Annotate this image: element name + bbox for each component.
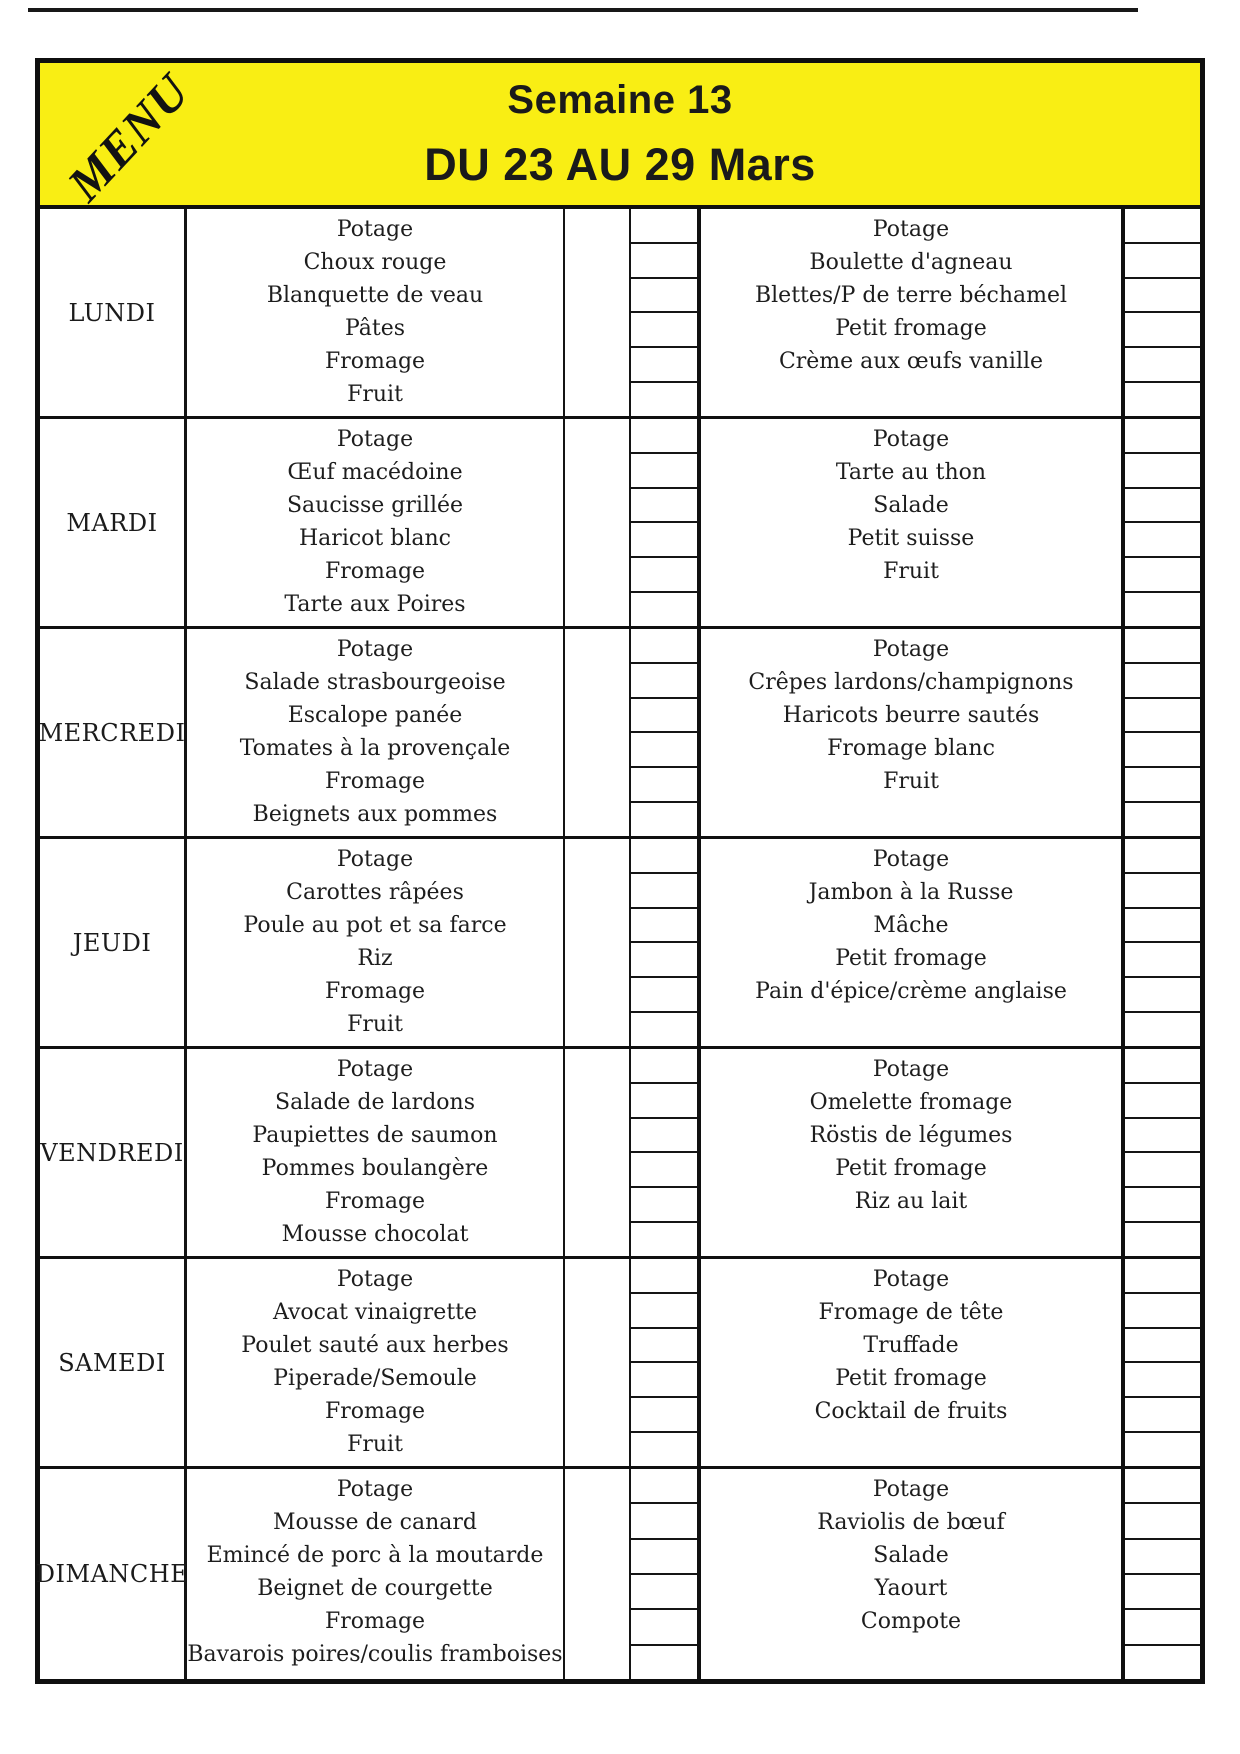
menu-item: Fromage [324, 1399, 426, 1424]
dinner-tick-column [1125, 1049, 1200, 1256]
menu-item: Mousse de canard [273, 1510, 477, 1535]
tick-cell [1125, 874, 1200, 909]
menu-item: Fromage [324, 1609, 426, 1634]
dinner-menu-cell [701, 629, 1125, 836]
menu-item: Pain d'épice/crème anglaise [755, 979, 1067, 1004]
dinner-tick-column [1125, 1469, 1200, 1679]
tick-cell [1125, 1259, 1200, 1294]
tick-cell [631, 768, 697, 803]
tick-cell [631, 313, 697, 348]
menu-item: Pommes boulangère [261, 1156, 489, 1181]
menu-item: Petit fromage [835, 1366, 987, 1391]
spacer-column [565, 1469, 631, 1679]
tick-cell [631, 1084, 697, 1119]
tick-cell [631, 593, 697, 626]
tick-cell [1125, 1294, 1200, 1329]
menu-item: Petit suisse [847, 526, 975, 551]
tick-cell [1125, 978, 1200, 1013]
menu-item: Fromage [324, 1189, 426, 1214]
tick-cell [631, 489, 697, 524]
tick-cell [631, 1575, 697, 1610]
day-name-cell [40, 1259, 187, 1466]
menu-item: Escalope panée [287, 703, 463, 728]
tick-cell [1125, 943, 1200, 978]
menu-item: Röstis de légumes [809, 1123, 1013, 1148]
day-row [40, 419, 1200, 629]
menu-item: Salade [873, 493, 949, 518]
tick-cell [1125, 1084, 1200, 1119]
menu-item: Fruit [347, 382, 403, 407]
tick-cell [1125, 1329, 1200, 1364]
menu-item: Beignet de courgette [257, 1576, 493, 1601]
tick-cell [631, 209, 697, 244]
tick-cell [631, 244, 697, 279]
menu-item: Potage [336, 847, 414, 872]
day-label: JEUDI [72, 928, 152, 957]
tick-cell [1125, 1575, 1200, 1610]
spacer-column [565, 1259, 631, 1466]
day-label: VENDREDI [40, 1138, 184, 1167]
menu-item: Blanquette de veau [266, 283, 484, 308]
dinner-menu-cell [701, 839, 1125, 1046]
day-row [40, 209, 1200, 419]
menu-item: Omelette fromage [809, 1090, 1013, 1115]
menu-item: Carottes râpées [286, 880, 464, 905]
tick-cell [631, 1153, 697, 1188]
menu-item: Paupiettes de saumon [252, 1123, 498, 1148]
menu-header [40, 63, 1200, 209]
tick-cell [1125, 279, 1200, 314]
menu-item: Potage [872, 1477, 950, 1502]
tick-cell [1125, 1504, 1200, 1539]
lunch-tick-column [631, 209, 701, 416]
tick-cell [1125, 1469, 1200, 1504]
tick-cell [631, 733, 697, 768]
tick-cell [631, 1363, 697, 1398]
menu-item: Pâtes [344, 316, 406, 341]
menu-item: Fromage [324, 559, 426, 584]
tick-cell [631, 1610, 697, 1645]
day-label: DIMANCHE [35, 1560, 189, 1588]
tick-cell [1125, 1013, 1200, 1046]
dinner-menu-cell [701, 1259, 1125, 1466]
menu-item: Fruit [347, 1012, 403, 1037]
tick-cell [631, 383, 697, 416]
tick-cell [1125, 733, 1200, 768]
menu-item: Potage [872, 847, 950, 872]
menu-item: Fromage [324, 979, 426, 1004]
menu-item: Petit fromage [835, 1156, 987, 1181]
tick-cell [1125, 209, 1200, 244]
menu-item: Salade strasbourgeoise [244, 670, 506, 695]
tick-cell [1125, 803, 1200, 836]
tick-cell [631, 1329, 697, 1364]
tick-cell [631, 454, 697, 489]
tick-cell [631, 803, 697, 836]
day-row [35, 1469, 1200, 1679]
menu-item: Tarte aux Poires [284, 592, 466, 617]
tick-cell [1125, 1363, 1200, 1398]
menu-item: Potage [336, 637, 414, 662]
menu-item: Potage [872, 1057, 950, 1082]
dinner-menu-cell [701, 209, 1125, 416]
day-row [40, 839, 1200, 1049]
lunch-tick-column [631, 1259, 701, 1466]
lunch-tick-column [631, 839, 701, 1046]
tick-cell [1125, 489, 1200, 524]
tick-cell [1125, 348, 1200, 383]
menu-item: Œuf macédoine [287, 460, 463, 485]
menu-item: Salade [873, 1543, 949, 1568]
lunch-menu-cell [187, 629, 565, 836]
menu-item: Fromage [324, 769, 426, 794]
menu-item: Poulet sauté aux herbes [241, 1333, 509, 1358]
tick-cell [1125, 1223, 1200, 1256]
day-name-cell [40, 209, 187, 416]
tick-cell [631, 1119, 697, 1154]
tick-cell [1125, 1398, 1200, 1433]
dinner-tick-column [1125, 209, 1200, 416]
menu-item: Potage [336, 1477, 414, 1502]
tick-cell [1125, 664, 1200, 699]
lunch-menu-cell [187, 209, 565, 416]
day-name-cell [40, 419, 187, 626]
tick-cell [1125, 1119, 1200, 1154]
menu-item: Fromage blanc [827, 736, 995, 761]
dinner-menu-cell [701, 419, 1125, 626]
tick-cell [631, 629, 697, 664]
tick-cell [631, 664, 697, 699]
spacer-column [565, 1049, 631, 1256]
tick-cell [631, 1259, 697, 1294]
menu-item: Potage [872, 217, 950, 242]
tick-cell [631, 1433, 697, 1466]
tick-cell [1125, 523, 1200, 558]
tick-cell [631, 1504, 697, 1539]
lunch-tick-column [631, 419, 701, 626]
menu-item: Fruit [883, 769, 939, 794]
lunch-menu-cell [187, 839, 565, 1046]
tick-cell [1125, 699, 1200, 734]
tick-cell [631, 419, 697, 454]
menu-item: Salade de lardons [275, 1090, 475, 1115]
day-label: LUNDI [68, 298, 156, 327]
day-name-cell [40, 1049, 187, 1256]
menu-item: Riz au lait [854, 1189, 968, 1214]
tick-cell [631, 874, 697, 909]
tick-cell [631, 348, 697, 383]
menu-item: Cocktail de fruits [814, 1399, 1008, 1424]
dinner-menu-cell [701, 1469, 1125, 1679]
lunch-menu-cell [187, 1259, 565, 1466]
tick-cell [631, 1188, 697, 1223]
scan-artifact-line [28, 8, 1138, 12]
menu-item: Potage [336, 427, 414, 452]
dinner-menu-cell [701, 1049, 1125, 1256]
tick-cell [631, 1398, 697, 1433]
menu-item: Mousse chocolat [281, 1222, 469, 1247]
dinner-tick-column [1125, 1259, 1200, 1466]
tick-cell [1125, 1610, 1200, 1645]
tick-cell [631, 1223, 697, 1256]
menu-item: Jambon à la Russe [808, 880, 1014, 905]
day-name-cell [35, 1469, 189, 1679]
tick-cell [1125, 383, 1200, 416]
tick-cell [1125, 1433, 1200, 1466]
tick-cell [631, 279, 697, 314]
week-title: Semaine 13 [507, 77, 733, 122]
menu-item: Crème aux œufs vanille [778, 349, 1044, 374]
lunch-tick-column [631, 1049, 701, 1256]
tick-cell [631, 1469, 697, 1504]
menu-item: Tarte au thon [835, 460, 987, 485]
tick-cell [1125, 419, 1200, 454]
tick-cell [1125, 454, 1200, 489]
menu-item: Fromage de tête [818, 1300, 1004, 1325]
dinner-tick-column [1125, 629, 1200, 836]
menu-item: Poule au pot et sa farce [243, 913, 507, 938]
day-label: MERCREDI [38, 718, 186, 747]
spacer-column [565, 419, 631, 626]
menu-item: Potage [336, 217, 414, 242]
menu-item: Saucisse grillée [286, 493, 464, 518]
tick-cell [1125, 558, 1200, 593]
tick-cell [631, 1013, 697, 1046]
tick-cell [1125, 1646, 1200, 1679]
tick-cell [1125, 1188, 1200, 1223]
menu-item: Fromage [324, 349, 426, 374]
menu-item: Potage [872, 637, 950, 662]
tick-cell [631, 1049, 697, 1084]
tick-cell [1125, 1049, 1200, 1084]
menu-item: Avocat vinaigrette [272, 1300, 478, 1325]
weekly-menu-table [35, 58, 1205, 1684]
tick-cell [631, 523, 697, 558]
tick-cell [631, 943, 697, 978]
lunch-menu-cell [187, 419, 565, 626]
menu-item: Tomates à la provençale [239, 736, 511, 761]
menu-item: Piperade/Semoule [273, 1366, 477, 1391]
tick-cell [631, 839, 697, 874]
date-range-title: DU 23 AU 29 Mars [424, 138, 816, 190]
tick-cell [1125, 244, 1200, 279]
menu-item: Choux rouge [303, 250, 447, 275]
day-name-cell [40, 629, 187, 836]
menu-item: Crêpes lardons/champignons [748, 670, 1074, 695]
lunch-menu-cell [187, 1049, 565, 1256]
tick-cell [1125, 593, 1200, 626]
tick-cell [1125, 768, 1200, 803]
lunch-menu-cell [187, 1469, 565, 1679]
tick-cell [631, 978, 697, 1013]
menu-item: Potage [872, 427, 950, 452]
tick-cell [1125, 629, 1200, 664]
tick-cell [1125, 839, 1200, 874]
lunch-tick-column [631, 1469, 701, 1679]
tick-cell [631, 1294, 697, 1329]
menu-item: Haricot blanc [299, 526, 451, 551]
menu-item: Fruit [883, 559, 939, 584]
tick-cell [631, 909, 697, 944]
menu-item: Compote [860, 1609, 962, 1634]
day-label: SAMEDI [58, 1348, 166, 1377]
tick-cell [1125, 1540, 1200, 1575]
lunch-tick-column [631, 629, 701, 836]
menu-item: Riz [357, 946, 393, 971]
day-row [40, 629, 1200, 839]
menu-item: Petit fromage [835, 946, 987, 971]
tick-cell [1125, 1153, 1200, 1188]
menu-item: Yaourt [874, 1576, 948, 1601]
menu-rotated-label: MENU [56, 63, 200, 211]
tick-cell [631, 1540, 697, 1575]
day-rows-container [35, 209, 1200, 1679]
tick-cell [631, 558, 697, 593]
tick-cell [1125, 909, 1200, 944]
menu-item: Potage [872, 1267, 950, 1292]
tick-cell [1125, 313, 1200, 348]
menu-item: Bavarois poires/coulis framboises [187, 1642, 563, 1667]
tick-cell [631, 1646, 697, 1679]
day-row [40, 1259, 1200, 1469]
menu-item: Haricots beurre sautés [782, 703, 1040, 728]
tick-cell [631, 699, 697, 734]
menu-item: Mâche [873, 913, 949, 938]
menu-item: Boulette d'agneau [809, 250, 1013, 275]
menu-item: Beignets aux pommes [252, 802, 498, 827]
menu-item: Potage [336, 1057, 414, 1082]
spacer-column [565, 209, 631, 416]
dinner-tick-column [1125, 419, 1200, 626]
menu-item: Truffade [863, 1333, 959, 1358]
day-row [40, 1049, 1200, 1259]
menu-item: Raviolis de bœuf [817, 1510, 1005, 1535]
menu-item: Fruit [347, 1432, 403, 1457]
menu-item: Petit fromage [835, 316, 987, 341]
spacer-column [565, 629, 631, 836]
spacer-column [565, 839, 631, 1046]
menu-item: Potage [336, 1267, 414, 1292]
day-label: MARDI [66, 508, 158, 537]
menu-item: Emincé de porc à la moutarde [206, 1543, 544, 1568]
dinner-tick-column [1125, 839, 1200, 1046]
menu-item: Blettes/P de terre béchamel [754, 283, 1068, 308]
day-name-cell [40, 839, 187, 1046]
